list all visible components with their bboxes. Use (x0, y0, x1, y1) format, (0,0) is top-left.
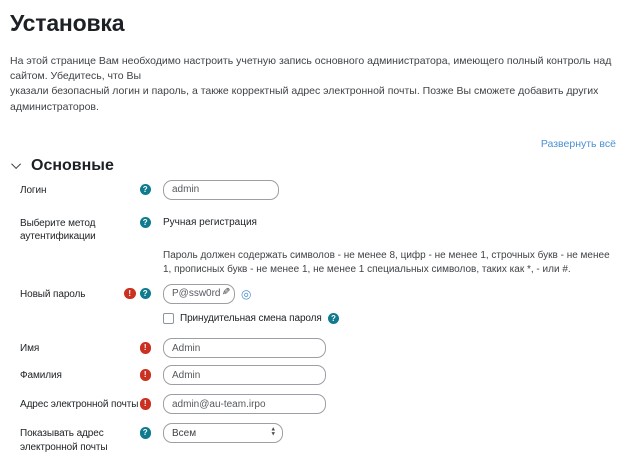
lastname-label: Фамилия (20, 370, 62, 382)
password-hint-text: Пароль должен содержать символов - не менее 8, цифр - не менее 1, строчных букв - не менее 1, прописных букв - не менее 1, не менее 1 специальных символов, таких как *, - или #. (163, 249, 610, 275)
install-page (0, 10, 624, 454)
unmask-password-eye-icon[interactable]: ◎ (241, 286, 252, 301)
section-header-general[interactable] (14, 157, 616, 175)
required-icon: ! (140, 342, 152, 354)
select-arrows-icon: ▲ ▼ (271, 427, 275, 438)
help-icon[interactable]: ? (140, 184, 152, 196)
auth-method-label: Выберите метод аутентификации (20, 217, 96, 243)
page-title: Установка (10, 10, 125, 36)
help-icon[interactable]: ? (328, 313, 340, 325)
email-visibility-row (20, 423, 616, 454)
help-icon[interactable]: ? (140, 288, 152, 300)
email-visibility-select[interactable] (163, 423, 283, 443)
email-visibility-label: Показывать адрес электронной почты (20, 428, 108, 453)
lastname-input[interactable] (163, 365, 326, 385)
help-icon[interactable]: ? (140, 427, 152, 439)
email-input[interactable] (163, 394, 326, 414)
lastname-row (20, 365, 616, 385)
required-icon: ! (140, 369, 152, 381)
firstname-row (20, 338, 616, 358)
help-icon[interactable]: ? (140, 217, 152, 229)
expand-all-row (10, 138, 616, 150)
email-row (20, 394, 616, 414)
required-icon: ! (140, 398, 152, 410)
password-hint-row (20, 249, 616, 277)
username-input[interactable] (163, 180, 279, 200)
intro-text (10, 54, 616, 115)
new-password-row (20, 284, 616, 304)
admin-account-form (10, 180, 616, 454)
new-password-label: Новый пароль (20, 288, 86, 300)
username-label: Логин (20, 184, 47, 196)
intro-line-2: указали безопасный логин и пароль, а также корректный адрес электронной почты. Позже Вы сможете добавить других администраторов. (10, 85, 599, 113)
email-label: Адрес электронной почты (20, 399, 139, 411)
intro-line-1: На этой странице Вам необходимо настроить учетную запись основного администратора, имеющего полный контроль над сайтом. Убедитесь, что Вы (10, 55, 612, 83)
auth-method-row (20, 213, 616, 244)
chevron-down-icon (11, 160, 21, 170)
force-change-row (20, 311, 616, 325)
new-password-input[interactable] (163, 284, 235, 304)
pencil-icon: ✎ (221, 286, 230, 298)
expand-all-link[interactable]: Развернуть всё (540, 137, 616, 150)
auth-method-value: Ручная регистрация (163, 216, 257, 228)
required-icon: ! (124, 288, 136, 300)
email-visibility-value: Всем (172, 427, 197, 439)
force-password-change-label: Принудительная смена пароля (180, 313, 322, 325)
username-row (20, 180, 616, 200)
firstname-input[interactable] (163, 338, 326, 358)
firstname-label: Имя (20, 343, 40, 355)
force-password-change-checkbox[interactable] (163, 313, 174, 324)
section-title: Основные (31, 156, 114, 174)
